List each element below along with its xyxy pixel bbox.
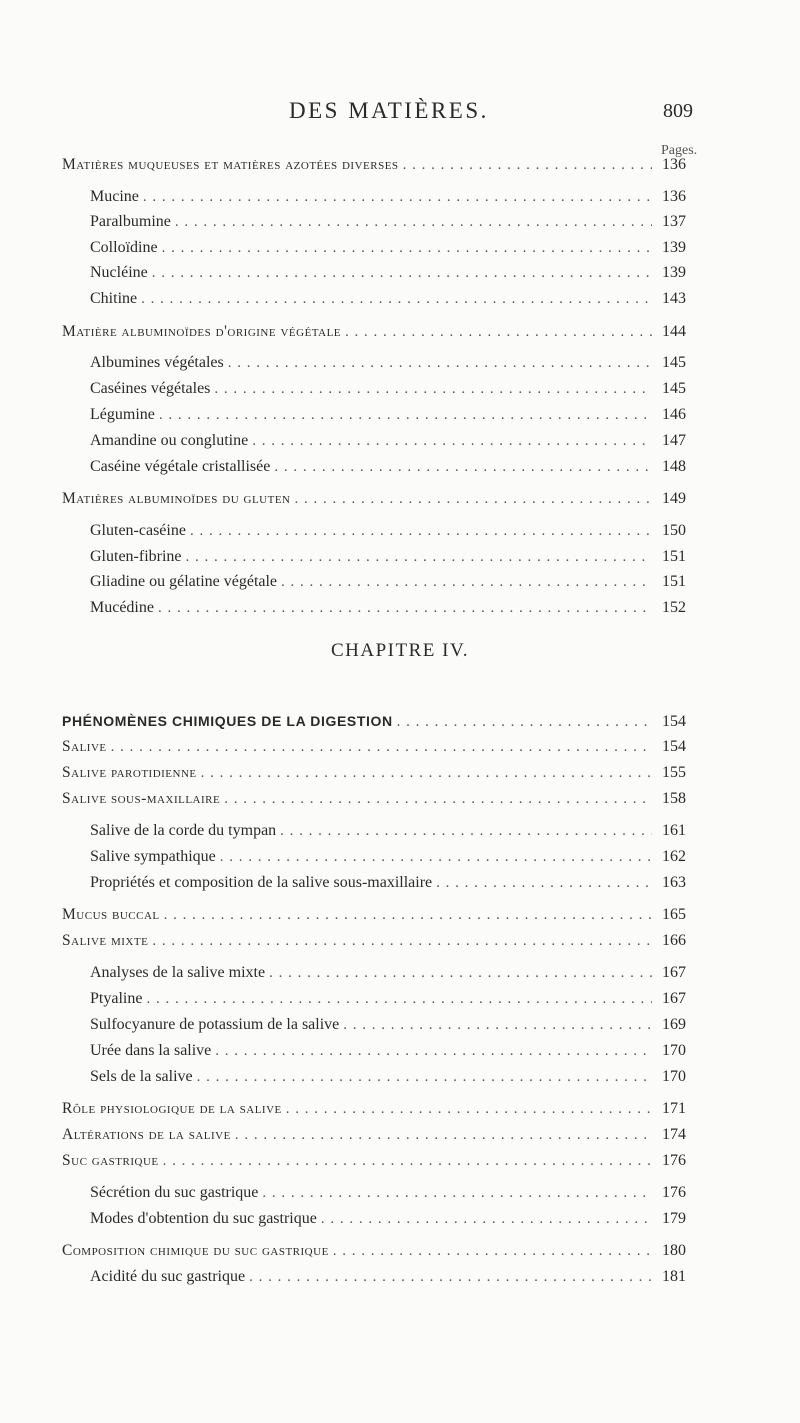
toc-entry-label: Mucédine: [90, 599, 154, 616]
toc-entry-label: Matières albuminoïdes du gluten: [62, 490, 291, 507]
toc-entry-label: Gluten-fibrine: [90, 548, 182, 565]
toc-entry-label: PHÉNOMÈNES CHIMIQUES DE LA DIGESTION: [62, 713, 393, 729]
dot-leader: [175, 213, 652, 231]
toc-entry-label: Colloïdine: [90, 239, 158, 256]
running-title: DES MATIÈRES.: [289, 98, 489, 123]
toc-entry: [90, 1210, 686, 1232]
dot-leader: [262, 1184, 652, 1202]
toc-entry-page: 136: [662, 188, 686, 205]
toc-entry-label: Salive mixte: [62, 932, 149, 949]
toc-entry-label: Ptyaline: [90, 990, 143, 1007]
toc-entry-label: Matières muqueuses et matières azotées diverses: [62, 156, 399, 173]
toc-entry-page: 145: [662, 354, 686, 371]
toc-entry-label: Chitine: [90, 290, 138, 307]
toc-entry: [90, 1184, 686, 1206]
toc-entry-label: Rôle physiologique de la salive: [62, 1100, 282, 1117]
toc-entry-page: 139: [662, 264, 686, 281]
toc-entry: [62, 156, 686, 178]
toc-entry-label: Nucléine: [90, 264, 148, 281]
dot-leader: [197, 1068, 652, 1086]
toc-entry-page: 150: [662, 522, 686, 539]
toc-entry-label: Albumines végétales: [90, 354, 224, 371]
toc-entry-label: Acidité du suc gastrique: [90, 1268, 246, 1285]
toc-entry-page: 167: [662, 964, 686, 981]
toc-entry: [90, 354, 686, 376]
dot-leader: [403, 156, 652, 174]
pages-column-label: Pages.: [661, 143, 698, 158]
toc-entry: [90, 458, 686, 480]
toc-entry-page: 148: [662, 458, 686, 475]
toc-entry: [62, 790, 686, 812]
toc-entry-page: 151: [662, 573, 686, 590]
toc-entry-page: 149: [662, 490, 686, 507]
toc-entry-label: Composition chimique du suc gastrique: [62, 1242, 329, 1259]
toc-entry-label: Caséines végétales: [90, 380, 211, 397]
dot-leader: [228, 354, 652, 372]
dot-leader: [158, 599, 652, 617]
toc-entry: [90, 406, 686, 428]
toc-entry-label: Modes d'obtention du suc gastrique: [90, 1210, 317, 1227]
toc-entry: [90, 522, 686, 544]
toc-entry: [90, 1042, 686, 1064]
toc-entry-label: Salive de la corde du tympan: [90, 822, 277, 839]
toc-entry: [62, 932, 686, 954]
toc-entry: [62, 738, 686, 760]
dot-leader: [286, 1100, 652, 1118]
toc-entry: [62, 1126, 686, 1148]
dot-leader: [280, 822, 652, 840]
toc-entry-label: Salive parotidienne: [62, 764, 197, 781]
dot-leader: [162, 239, 652, 257]
toc-entry-label: Mucine: [90, 188, 139, 205]
dot-leader: [224, 790, 652, 808]
toc-entry-page: 163: [662, 874, 686, 891]
dot-leader: [220, 848, 652, 866]
dot-leader: [235, 1126, 652, 1144]
toc-entry-label: Altérations de la salive: [62, 1126, 231, 1143]
toc-entry-page: 161: [662, 822, 686, 839]
toc-entry: [62, 323, 686, 345]
toc-entry: [62, 906, 686, 928]
toc-entry: [90, 848, 686, 870]
toc-entry-label: Matière albuminoïdes d'origine végétale: [62, 323, 342, 340]
toc-entry: [90, 1016, 686, 1038]
dot-leader: [281, 573, 652, 591]
dot-leader: [186, 548, 652, 566]
dot-leader: [215, 1042, 652, 1060]
dot-leader: [164, 906, 652, 924]
dot-leader: [295, 490, 652, 508]
dot-leader: [214, 380, 652, 398]
toc-entry-label: Sulfocyanure de potassium de la salive: [90, 1016, 340, 1033]
toc-entry: [90, 290, 686, 312]
dot-leader: [111, 738, 652, 756]
toc-entry: [90, 264, 686, 286]
toc-entry: [90, 1268, 686, 1290]
chapter-title: CHAPITRE IV.: [331, 640, 469, 661]
dot-leader: [345, 323, 652, 341]
toc-entry-page: 166: [662, 932, 686, 949]
dot-leader: [333, 1242, 652, 1260]
toc-entry: [62, 490, 686, 512]
dot-leader: [249, 1268, 652, 1286]
toc-entry-page: 155: [662, 764, 686, 781]
toc-entry-page: 181: [662, 1268, 686, 1285]
toc-entry-page: 136: [662, 156, 686, 173]
toc-entry-label: Gliadine ou gélatine végétale: [90, 573, 278, 590]
toc-entry-page: 137: [662, 213, 686, 230]
toc-entry-label: Analyses de la salive mixte: [90, 964, 266, 981]
page-number: 809: [663, 100, 693, 122]
toc-entry-page: 170: [662, 1068, 686, 1085]
toc-entry: [62, 1152, 686, 1174]
toc-entry: [62, 764, 686, 786]
toc-entry-page: 180: [662, 1242, 686, 1259]
toc-entry-page: 143: [662, 290, 686, 307]
toc-entry: [62, 1242, 686, 1264]
toc-entry-label: Caséine végétale cristallisée: [90, 458, 271, 475]
toc-entry-page: 176: [662, 1152, 686, 1169]
dot-leader: [343, 1016, 652, 1034]
toc-entry-label: Salive sympathique: [90, 848, 216, 865]
toc-entry-label: Urée dans la salive: [90, 1042, 212, 1059]
toc-entry-page: 151: [662, 548, 686, 565]
toc-entry-label: Sels de la salive: [90, 1068, 193, 1085]
toc-entry-label: Légumine: [90, 406, 155, 423]
dot-leader: [159, 406, 652, 424]
toc-entry-page: 154: [662, 713, 686, 730]
dot-leader: [321, 1210, 652, 1228]
toc-entry: [90, 990, 686, 1012]
dot-leader: [163, 1152, 652, 1170]
toc-entry: [62, 713, 686, 735]
toc-entry-page: 170: [662, 1042, 686, 1059]
dot-leader: [143, 188, 652, 206]
toc-entry: [90, 964, 686, 986]
toc-entry-page: 144: [662, 323, 686, 340]
toc-entry-label: Salive: [62, 738, 107, 755]
toc-entry-page: 165: [662, 906, 686, 923]
toc-entry-page: 174: [662, 1126, 686, 1143]
dot-leader: [436, 874, 652, 892]
toc-entry-page: 146: [662, 406, 686, 423]
dot-leader: [397, 713, 652, 731]
toc-entry-page: 167: [662, 990, 686, 1007]
toc-entry: [90, 239, 686, 261]
toc-entry-label: Suc gastrique: [62, 1152, 159, 1169]
toc-entry: [90, 874, 686, 896]
toc-entry: [90, 599, 686, 621]
dot-leader: [152, 264, 652, 282]
dot-leader: [146, 990, 652, 1008]
dot-leader: [152, 932, 652, 950]
toc-entry: [90, 1068, 686, 1090]
toc-entry: [90, 213, 686, 235]
toc-entry: [90, 380, 686, 402]
toc-entry-page: 179: [662, 1210, 686, 1227]
toc-entry-label: Salive sous-maxillaire: [62, 790, 221, 807]
toc-entry-page: 169: [662, 1016, 686, 1033]
toc-entry-page: 147: [662, 432, 686, 449]
toc-entry: [62, 1100, 686, 1122]
dot-leader: [274, 458, 652, 476]
toc-entry-page: 145: [662, 380, 686, 397]
dot-leader: [269, 964, 652, 982]
page-header: [0, 98, 800, 128]
dot-leader: [201, 764, 652, 782]
toc-entry: [90, 432, 686, 454]
toc-entry-label: Mucus buccal: [62, 906, 160, 923]
toc-entry: [90, 573, 686, 595]
toc-entry-label: Gluten-caséine: [90, 522, 186, 539]
toc-entry-label: Amandine ou conglutine: [90, 432, 249, 449]
dot-leader: [141, 290, 652, 308]
toc-entry-page: 152: [662, 599, 686, 616]
toc-entry: [90, 548, 686, 570]
toc-entry-page: 176: [662, 1184, 686, 1201]
toc-entry-page: 139: [662, 239, 686, 256]
toc-entry-page: 154: [662, 738, 686, 755]
dot-leader: [252, 432, 652, 450]
toc-entry: [90, 188, 686, 210]
toc-entry-page: 171: [662, 1100, 686, 1117]
toc-entry-label: Sécrétion du suc gastrique: [90, 1184, 259, 1201]
toc-entry-label: Propriétés et composition de la salive sous-maxillaire: [90, 874, 433, 891]
toc-entry-label: Paralbumine: [90, 213, 171, 230]
toc-entry-page: 158: [662, 790, 686, 807]
dot-leader: [190, 522, 652, 540]
toc-entry: [90, 822, 686, 844]
toc-entry-page: 162: [662, 848, 686, 865]
